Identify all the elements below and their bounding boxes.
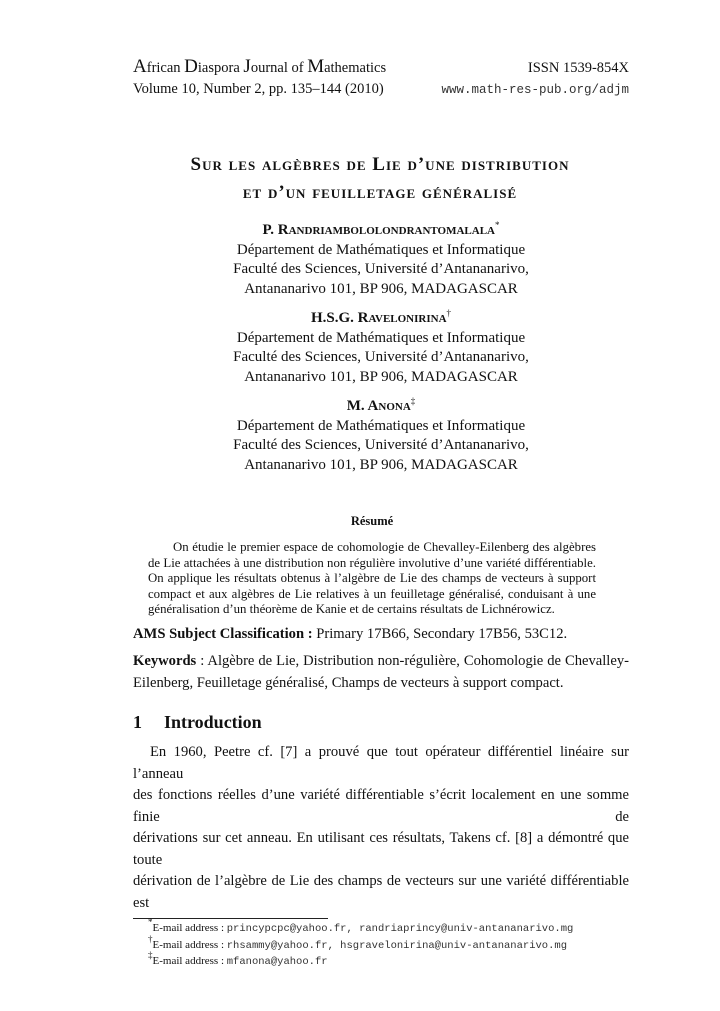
author-block	[133, 309, 629, 387]
email-address[interactable]: rhsammy@yahoo.fr, hsgravelonirina@univ-antananarivo.mg	[226, 939, 568, 952]
journal-url[interactable]: www.math-res-pub.org/adjm	[441, 83, 629, 97]
separator: :	[218, 955, 227, 967]
author-name	[133, 309, 629, 329]
body-line: dérivations sur cet anneau. En utilisant ces résultats, Takens cf. [8] a démontré que toute	[133, 830, 629, 868]
abstract-text	[148, 540, 596, 618]
footnotes	[148, 917, 629, 971]
footnote	[148, 917, 629, 938]
body-line: des fonctions réelles d’une variété différentiable s’écrit localement en une somme finie de	[133, 787, 629, 825]
footnote-label: E-mail address	[152, 938, 219, 951]
header-row-1	[133, 56, 629, 79]
footnote-mark[interactable]: *	[494, 220, 500, 230]
separator: :	[218, 938, 227, 951]
footnote	[148, 950, 629, 971]
journal-word: ournal of	[250, 60, 308, 76]
email-address[interactable]: mfanona@yahoo.fr	[226, 956, 328, 968]
separator: :	[218, 922, 227, 934]
author-name-text: H.S.G. Ravelonirina	[310, 310, 447, 326]
abstract-line: On étudie le premier espace de cohomologie de Chevalley-Eilenberg des algèbres	[173, 540, 596, 554]
footnote-mark: ‡	[148, 950, 153, 960]
author-faculty: Faculté des Sciences, Université d’Antananarivo,	[233, 349, 529, 365]
journal-word: iaspora	[197, 60, 244, 76]
title-line-1: Sur les algèbres de Lie d’une distribution	[190, 154, 570, 175]
author-block	[133, 221, 629, 299]
ams-value: Primary 17B66, Secondary 17B56, 53C12.	[312, 625, 568, 642]
author-faculty: Faculté des Sciences, Université d’Antananarivo,	[233, 437, 529, 453]
abstract-line: de Lie attachées à une distribution non régulière involutive d’une variété différentiable.	[148, 555, 596, 570]
ams-classification	[133, 624, 629, 646]
journal-initial: M	[307, 56, 325, 77]
author-department: Département de Mathématiques et Informatique	[236, 241, 526, 258]
page-column	[133, 56, 629, 971]
footnote-mark: †	[148, 933, 153, 944]
author-faculty: Faculté des Sciences, Université d’Antananarivo,	[233, 261, 529, 277]
footnote-mark[interactable]: ‡	[410, 396, 416, 406]
journal-word: athematics	[324, 60, 387, 76]
author-department: Département de Mathématiques et Informatique	[236, 329, 526, 346]
journal-name	[133, 56, 386, 79]
issn: ISSN 1539-854X	[527, 60, 629, 76]
section-number: 1	[133, 712, 142, 732]
spacer	[133, 101, 629, 151]
email-address[interactable]: princypcpc@yahoo.fr, randriaprincy@univ-antananarivo.mg	[226, 923, 574, 935]
volume-info: Volume 10, Number 2, pp. 135–144 (2010)	[133, 81, 384, 97]
abstract-heading: Résumé	[350, 514, 394, 528]
author-block	[133, 397, 629, 475]
author-name-text: M. Anona	[346, 398, 411, 414]
introduction-text	[133, 742, 629, 914]
section-title: Introduction	[164, 712, 262, 732]
abstract-line: On applique les résultats obtenus à l’algèbre de Lie des champs de vecteurs à support	[148, 571, 596, 585]
abstract-line: compact et aux algèbres de Lie relatives à un feuilletage généralisé, conduisant à une	[148, 586, 596, 601]
title-line-2: et d’un feuilletage généralisé	[242, 182, 518, 203]
keywords-label: Keywords	[133, 653, 197, 669]
footnote	[148, 933, 629, 955]
keywords	[133, 651, 629, 694]
footnote-mark: *	[148, 917, 153, 927]
journal-initial: J	[243, 56, 251, 77]
footnote-label: E-mail address	[152, 922, 219, 934]
ams-label: AMS Subject Classification :	[133, 625, 313, 642]
journal-initial: A	[133, 56, 147, 77]
keywords-line: : Algèbre de Lie, Distribution non-régulière, Cohomologie de Chevalley-	[196, 653, 629, 669]
author-name-text: P. Randriambololondrantomalala	[262, 222, 495, 238]
journal-initial: D	[184, 56, 198, 77]
body-line: En 1960, Peetre cf. [7] a prouvé que tout opérateur différentiel linéaire sur l’anneau	[133, 744, 629, 782]
body-line: dérivation de l’algèbre de Lie des champs de vecteurs sur une variété différentiable est	[133, 873, 629, 911]
author-address: Antananarivo 101, BP 906, MADAGASCAR	[244, 456, 518, 473]
abstract-line: généralisation d’un théorème de Kanie et de certains résultats de Lichnérowicz.	[148, 602, 555, 616]
author-name	[133, 397, 629, 417]
section-heading	[133, 710, 629, 734]
footnote-rule	[133, 918, 328, 919]
author-department: Département de Mathématiques et Informatique	[236, 417, 526, 434]
footnote-mark[interactable]: †	[446, 308, 452, 318]
header-row-2	[133, 79, 629, 101]
author-name	[133, 221, 629, 241]
keywords-line: Eilenberg, Feuilletage généralisé, Champs de vecteurs à support compact.	[133, 674, 564, 691]
journal-word: frican	[146, 60, 185, 76]
author-address: Antananarivo 101, BP 906, MADAGASCAR	[244, 368, 518, 385]
footnote-label: E-mail address	[152, 955, 219, 967]
author-address: Antananarivo 101, BP 906, MADAGASCAR	[244, 280, 518, 297]
